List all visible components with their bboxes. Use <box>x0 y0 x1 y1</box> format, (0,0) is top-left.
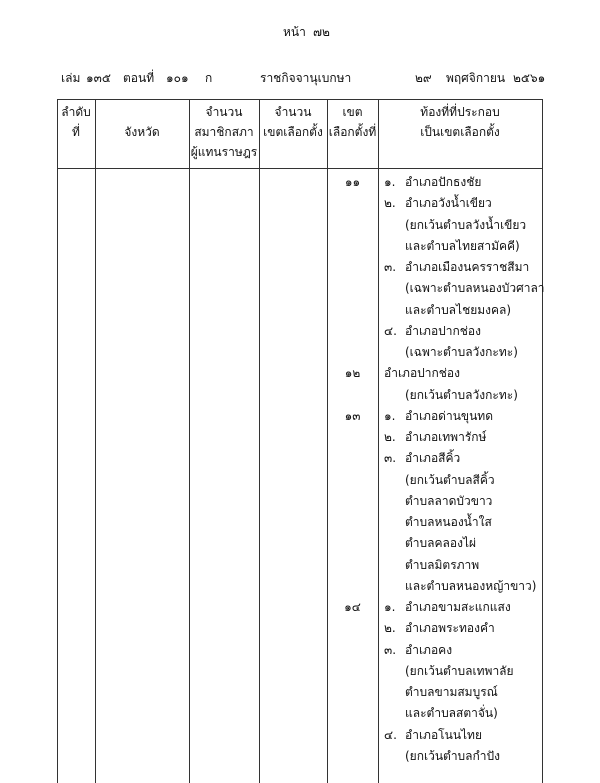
column-divider <box>378 99 379 783</box>
item-number: ๓. <box>384 643 397 657</box>
item-number: ๓. <box>384 451 397 465</box>
area-text: (ยกเว้นตำบลเทพาลัย <box>405 664 514 678</box>
area-text: อำเภอขามสะแกแสง <box>405 600 511 614</box>
column-divider <box>259 99 260 783</box>
volume-label: เล่ม <box>61 71 81 85</box>
date-month: พฤศจิกายน <box>446 71 506 85</box>
area-text: ตำบลมิตรภาพ <box>405 558 480 572</box>
zone-number: ๑๒ <box>344 366 361 380</box>
area-text: อำเภอคง <box>405 643 453 657</box>
table-left-border <box>57 99 58 783</box>
header-mp-count-line1: จำนวน <box>205 105 243 119</box>
area-text: (เฉพาะตำบลหนองบัวศาลา <box>405 281 545 295</box>
item-number: ๔. <box>384 324 397 338</box>
area-text: ตำบลคลองไผ่ <box>405 536 477 550</box>
item-number: ๒. <box>384 196 396 210</box>
header-area-line1: ท้องที่ที่ประกอบ <box>420 105 500 119</box>
date-day: ๒๙ <box>415 71 432 85</box>
item-number: ๓. <box>384 260 397 274</box>
header-zone-line2: เลือกตั้งที่ <box>328 125 377 139</box>
area-text: อำเภอปากช่อง <box>405 324 481 338</box>
area-text: อำเภอปากช่อง <box>384 366 460 380</box>
area-text: อำเภอด่านขุนทด <box>405 409 494 423</box>
part-label: ตอนที่ <box>123 71 155 85</box>
area-text: (เฉพาะตำบลวังกะทะ) <box>405 345 518 359</box>
zone-number: ๑๓ <box>344 409 361 423</box>
part-suffix: ก <box>205 71 213 85</box>
item-number: ๑. <box>384 600 396 614</box>
area-text: และตำบลหนองหญ้าขาว) <box>405 579 537 593</box>
column-divider <box>327 99 328 783</box>
area-text: ตำบลขามสมบูรณ์ <box>405 685 498 699</box>
area-text: อำเภอวังน้ำเขียว <box>405 196 492 210</box>
part-number: ๑๐๑ <box>166 71 189 85</box>
table-right-border <box>542 99 543 783</box>
area-text: (ยกเว้นตำบลวังน้ำเขียว <box>405 218 527 232</box>
table-top-border <box>57 99 543 100</box>
header-mp-count-line3: ผู้แทนราษฎร <box>190 145 258 159</box>
page-number-label: หน้า <box>283 25 306 39</box>
header-district-count-line2: เขตเลือกตั้ง <box>263 125 323 139</box>
area-text: อำเภอปักธงชัย <box>405 175 482 189</box>
header-province: จังหวัด <box>124 125 160 139</box>
item-number: ๑. <box>384 175 396 189</box>
zone-number: ๑๑ <box>344 175 361 189</box>
area-text: (ยกเว้นตำบลวังกะทะ) <box>405 388 518 402</box>
volume-number: ๑๓๕ <box>86 71 111 85</box>
page-number: ๗๒ <box>313 25 330 39</box>
area-text: ตำบลลาดบัวขาว <box>405 494 493 508</box>
area-text: อำเภอโนนไทย <box>405 728 482 742</box>
area-text: และตำบลไทยสามัคคี) <box>405 239 520 253</box>
header-district-count-line1: จำนวน <box>274 105 312 119</box>
column-divider <box>189 99 190 783</box>
table-header-border <box>57 168 543 169</box>
header-order-line1: ลำดับ <box>61 105 91 119</box>
area-text: และตำบลสตาจั่น) <box>405 706 498 720</box>
gazette-title: ราชกิจจานุเบกษา <box>260 71 352 85</box>
item-number: ๑. <box>384 409 396 423</box>
area-text: ตำบลหนองน้ำใส <box>405 515 492 529</box>
column-divider <box>95 99 96 783</box>
item-number: ๔. <box>384 728 397 742</box>
date-year: ๒๕๖๑ <box>513 71 546 85</box>
header-mp-count-line2: สมาชิกสภา <box>194 125 254 139</box>
area-text: (ยกเว้นตำบลกำปัง <box>405 749 501 763</box>
area-text: อำเภอสีคิ้ว <box>405 451 461 465</box>
header-zone-line1: เขต <box>342 105 363 119</box>
header-order-line2: ที่ <box>72 125 80 139</box>
area-text: (ยกเว้นตำบลสีคิ้ว <box>405 473 495 487</box>
area-text: อำเภอเมืองนครราชสีมา <box>405 260 530 274</box>
area-text: อำเภอเทพารักษ์ <box>405 430 487 444</box>
header-area-line2: เป็นเขตเลือกตั้ง <box>420 125 500 139</box>
area-text: อำเภอพระทองคำ <box>405 621 495 635</box>
item-number: ๒. <box>384 430 396 444</box>
zone-number: ๑๔ <box>344 600 361 614</box>
area-text: และตำบลไชยมงคล) <box>405 303 512 317</box>
item-number: ๒. <box>384 621 396 635</box>
